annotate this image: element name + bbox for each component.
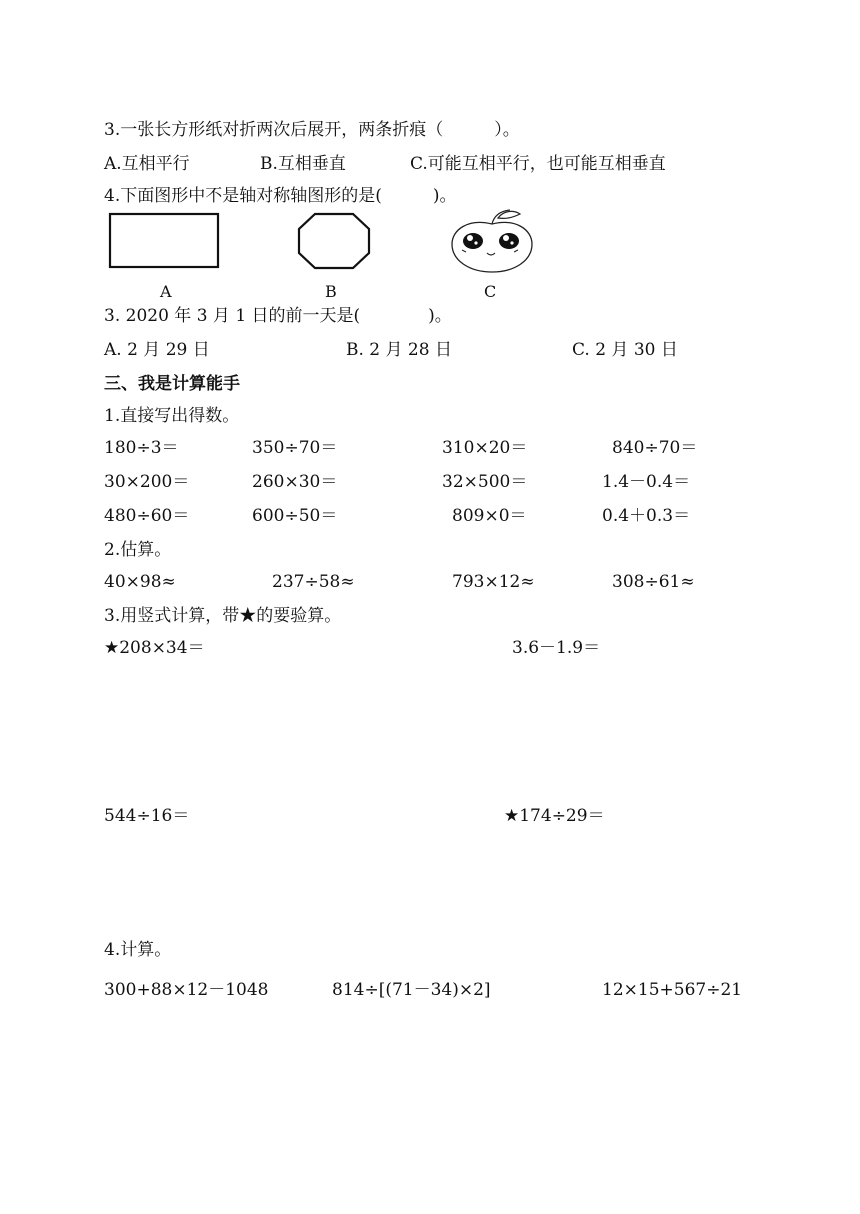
calc-1-item: 809×0＝ xyxy=(452,506,527,526)
calc-2-item: 237÷58≈ xyxy=(272,572,355,592)
calc-2-title: 2.估算。 xyxy=(104,540,172,560)
question-3-option-b: B.互相垂直 xyxy=(260,154,346,174)
calc-1-item: 30×200＝ xyxy=(104,472,190,492)
calc-4-item: 814÷[(71－34)×2] xyxy=(332,980,491,1000)
section-3-title: 三、我是计算能手 xyxy=(104,374,240,394)
calc-4-item: 12×15+567÷21 xyxy=(602,980,743,1000)
question-4-label-c: C xyxy=(484,282,497,301)
calc-1-item: 350÷70＝ xyxy=(252,438,338,458)
question-4-stem: 4.下面图形中不是轴对称轴图形的是( )。 xyxy=(104,186,457,206)
calc-4-title: 4.计算。 xyxy=(104,940,172,960)
question-3-option-a: A.互相平行 xyxy=(104,154,190,174)
calc-1-item: 840÷70＝ xyxy=(612,438,698,458)
calc-1-item: 32×500＝ xyxy=(442,472,528,492)
calc-2-item: 308÷61≈ xyxy=(612,572,695,592)
question-4-label-a: A xyxy=(160,282,172,301)
peach-face-drawing-icon xyxy=(448,206,536,276)
calc-2-item: 793×12≈ xyxy=(452,572,535,592)
calc-1-item: 1.4－0.4＝ xyxy=(602,472,691,492)
question-3-option-c: C.可能互相平行，也可能互相垂直 xyxy=(410,154,666,174)
calc-1-item: 0.4＋0.3＝ xyxy=(602,506,691,526)
calc-3-title: 3.用竖式计算，带★的要验算。 xyxy=(104,606,342,626)
calc-3-item: 544÷16＝ xyxy=(104,806,190,826)
calc-1-title: 1.直接写出得数。 xyxy=(104,406,240,426)
calc-1-item: 260×30＝ xyxy=(252,472,338,492)
question-3b-option-a: A. 2 月 29 日 xyxy=(104,340,210,360)
calc-1-item: 480÷60＝ xyxy=(104,506,190,526)
octagon-shape-icon xyxy=(296,212,372,270)
calc-1-item: 180÷3＝ xyxy=(104,438,179,458)
calc-4-item: 300+88×12－1048 xyxy=(104,980,269,1000)
calc-1-item: 310×20＝ xyxy=(442,438,528,458)
calc-3-item: ★174÷29＝ xyxy=(504,806,605,826)
question-4-label-b: B xyxy=(325,282,337,301)
question-3-stem: 3.一张长方形纸对折两次后展开，两条折痕（ ）。 xyxy=(104,120,520,140)
calc-2-item: 40×98≈ xyxy=(104,572,176,592)
calc-1-item: 600÷50＝ xyxy=(252,506,338,526)
rectangle-shape-icon xyxy=(108,212,220,270)
question-3b-stem: 3. 2020 年 3 月 1 日的前一天是( )。 xyxy=(104,306,452,326)
calc-3-item: 3.6－1.9＝ xyxy=(512,638,601,658)
calc-3-item: ★208×34＝ xyxy=(104,638,205,658)
question-3b-option-b: B. 2 月 28 日 xyxy=(346,340,452,360)
question-3b-option-c: C. 2 月 30 日 xyxy=(572,340,678,360)
